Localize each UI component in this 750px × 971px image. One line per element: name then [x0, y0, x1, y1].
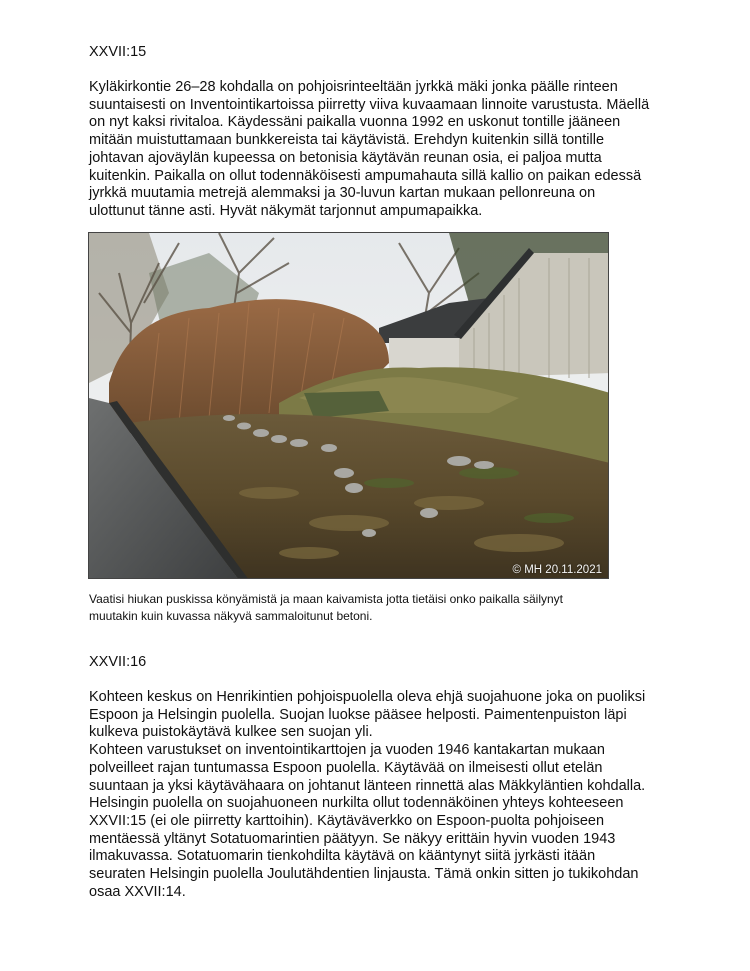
photo-credit: © MH 20.11.2021: [512, 564, 602, 576]
section-heading-xxvii-15: XXVII:15: [89, 44, 147, 60]
section-heading-xxvii-16: XXVII:16: [89, 654, 147, 670]
section-body-xxvii-15: Kyläkirkontie 26–28 kohdalla on pohjoisrinteeltään jyrkkä mäki jonka päälle rinteen suuntaisesti on Inventointikartoissa piirretty viiva kuvaamaan linnoite varustusta. Mäellä on nyt kaksi rivitaloa. Käydessäni paikalla vuonna 1992 en uskonut tontille jääneen mitään muistuttamaan bunkkereista tai käytävistä. Erehdyn kuitenkin sillä tontille johtavan ajoväylän kupeessa on betonisia käytävän reunan osia, ei paljoa mutta kuitenkin. Paikalla on ollut todennäköisesti ampumahauta sillä kallio on paikan edessä jyrkkä muutamia metrejä alemmaksi ja 30-luvun kartan mukaan pellonreuna on ulottunut tänne asti. Hyvät näkymät tarjonnut ampumapaikka.: [89, 79, 650, 219]
photo-caption: Vaatisi hiukan puskissa könyämistä ja maan kaivamista jotta tietäisi onko paikalla säilynyt muutakin kuin kuvassa näkyvä sammaloitunut betoni.: [89, 592, 564, 623]
section-body-xxvii-16: Kohteen keskus on Henrikintien pohjoispuolella oleva ehjä suojahuone joka on puoliksi Espoon ja Helsingin puolella. Suojan luokse pääsee helposti. Paimentenpuiston läpi kulkeva puistokäytävä kulkee sen suojan yli. Kohteen varustukset on inventointikarttojen ja vuoden 1946 kantakartan mukaan polveilleet rajan tuntumassa Espoon puolella. Käytävää on ilmeisesti ollut etelän suuntaan ja yksi käytävähaara on johtanut länteen rinnettä alas Mäkkyläntien kohdalla. Helsingin puolella on suojahuoneen nurkilta ollut todennäköinen yhteys kohteeseen XXVII:15 (ei ole piirretty karttoihin). Käytäväverkko on Espoon-puolta pohjoiseen mentäessä yltänyt Sotatuomarintien päätyyn. Se näkyy erittäin hyvin vuoden 1943 ilmakuvassa. Sotatuomarin tienkohdilta käytävä on kääntynyt siitä jyrkästi itään seuraten Helsingin puolella Joulutähdentien linjausta. Tämä onkin sitten jo tukikohdan osaa XXVII:14.: [89, 689, 646, 900]
site-photo: [88, 232, 609, 579]
